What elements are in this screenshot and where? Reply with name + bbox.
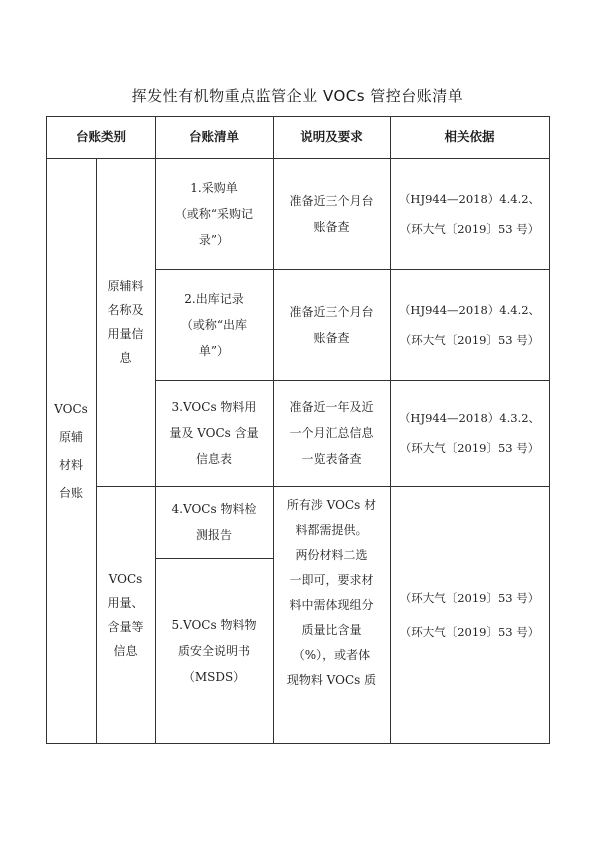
row5-item: 5.VOCs 物料物 质安全说明书 （MSDS） (171, 617, 257, 684)
row3-basis: （HJ944—2018）4.3.2、 （环大气〔2019〕53 号） (398, 411, 541, 455)
row2-item: 2.出库记录 （或称“出库 单”） (180, 291, 248, 358)
row2-desc-cell (273, 269, 390, 380)
row3-basis-cell (390, 380, 549, 486)
row1-desc-cell (273, 158, 390, 269)
row3-item-cell (155, 380, 273, 486)
header-basis-label: 相关依据 (444, 129, 495, 144)
table-right-border (549, 116, 550, 744)
row2-basis-cell (390, 269, 549, 380)
header-category-label: 台账类别 (75, 129, 126, 144)
row3-desc-cell (273, 380, 390, 486)
table-bottom-border (46, 743, 550, 744)
document-title: 挥发性有机物重点监管企业 VOCs 管控台账清单 (131, 87, 464, 105)
row2-item-cell (155, 269, 273, 380)
header-list (155, 116, 273, 158)
merged-basis-cell (390, 486, 549, 743)
header-desc-label: 说明及要求 (300, 129, 363, 144)
row1-basis: （HJ944—2018）4.4.2、 （环大气〔2019〕53 号） (398, 191, 541, 236)
row1-item-cell (155, 158, 273, 269)
row5-item-cell (155, 558, 273, 743)
group-sub2-cell (96, 486, 155, 743)
row3-item: 3.VOCs 物料用 量及 VOCs 含量 信息表 (169, 400, 259, 466)
row1-desc: 准备近三个月台 账备查 (289, 193, 374, 234)
row4-item: 4.VOCs 物料检 测报告 (171, 502, 257, 542)
row1-basis-cell (390, 158, 549, 269)
header-desc (273, 116, 390, 158)
row2-desc: 准备近三个月台 账备查 (289, 304, 374, 345)
group-main-cell (46, 158, 96, 743)
merged-desc-cell (273, 486, 390, 743)
header-basis (390, 116, 549, 158)
merged-desc: 所有涉 VOCs 材 料都需提供。 两份材料二选 一即可，要求材 料中需体现组分 质量比含量 （%），或者体 现物料 VOCs 质 (286, 498, 377, 687)
row2-basis: （HJ944—2018）4.4.2、 （环大气〔2019〕53 号） (398, 302, 541, 347)
row3-desc: 准备近一年及近 一个月汇总信息 一览表备查 (289, 400, 374, 466)
group-sub1-cell (96, 158, 155, 486)
group-main-label: VOCs 原辅 材料 台账 (54, 401, 88, 500)
header-category (46, 116, 156, 158)
header-list-label: 台账清单 (188, 129, 239, 144)
row4-item-cell (155, 486, 273, 558)
merged-basis: （环大气〔2019〕53 号） （环大气〔2019〕53 号） (399, 590, 540, 639)
group-sub2-label: VOCs 用量、 含量等 信息 (107, 571, 144, 658)
group-sub1-label: 原辅料 名称及 用量信 息 (107, 279, 144, 365)
row1-item: 1.采购单 （或称“采购记 录”） (174, 180, 254, 247)
